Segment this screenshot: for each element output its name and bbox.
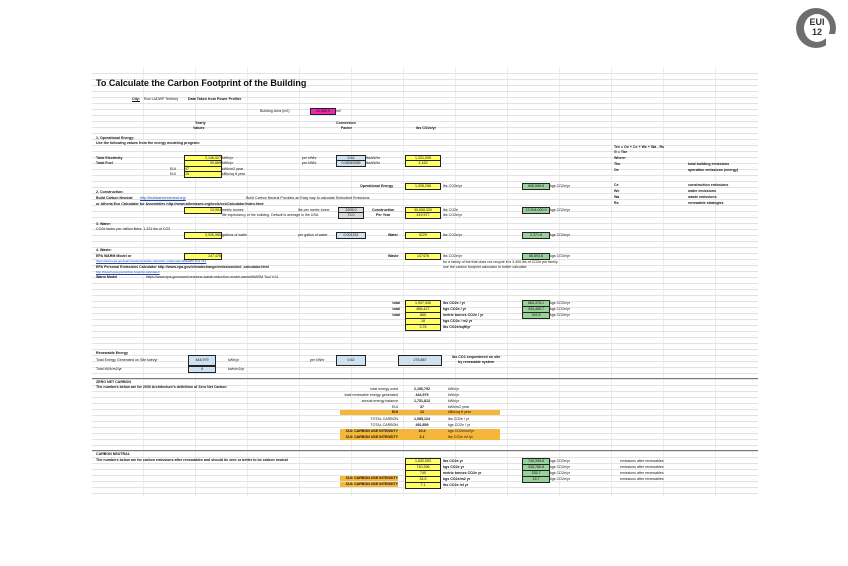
water-kgs-unit: kgs CO2e/yr (550, 233, 570, 237)
header-yearly: Yearly (195, 121, 206, 125)
elec-co2: 1,331,095 (405, 155, 441, 162)
elec-factor[interactable]: 0.62 (336, 155, 366, 162)
waste-calc-url[interactable]: http://www3.epa.gov/carbon-footprint-calculator/ (96, 270, 160, 274)
life-note: life expectancy of the building. Default is average in the USA (222, 213, 319, 217)
op-note: Use the following values from the energy modeling program: (96, 141, 200, 145)
neutral-kgs-unit-4: kgs CO2e/yr (550, 477, 570, 481)
total-kgs-unit-2: kgs CO2e/yr (550, 307, 570, 311)
warm-link[interactable]: https://www.epa.gov/warm/versions-waste-reduction-model-warm#WARM Tool V14 (146, 275, 279, 279)
neutral-value-5: 7.1 (405, 482, 441, 489)
zero-label-4: EUI (392, 405, 398, 409)
neutral-kgs-1: 740,395.5 (522, 458, 550, 465)
ren-unit-1: kWh/yr (228, 358, 240, 362)
fuel-label: Total Fuel (96, 161, 113, 165)
divider (92, 450, 758, 451)
neutral-heading: CARBON NEUTRAL (96, 452, 130, 456)
eq-abbr-oe: Oe (614, 168, 619, 172)
city-note: Data Taken from Power Profiler (188, 97, 242, 101)
ren-co2: 275,887 (398, 355, 442, 366)
eq-desc-ce: construction emissions (688, 183, 729, 187)
con-heading: 2. Construction: (96, 190, 124, 194)
eui2-label: EUI (170, 172, 176, 176)
water-w-value: 5229 (405, 232, 441, 239)
waste-heading: 4. Waste: (96, 248, 112, 252)
area-value[interactable]: 41,983.9 (310, 108, 336, 115)
zero-label-2: total renewable energy generated (344, 393, 398, 397)
total-unit-3: metric tonnes CO2e / yr (443, 313, 484, 317)
neutral-kgs-unit-2: kgs CO2e/yr (550, 465, 570, 469)
waste-kgs-unit: kgs CO2e/yr (550, 254, 570, 258)
area-unit: m2 (336, 109, 341, 113)
ren-co2-note2: by renewable system (458, 360, 495, 364)
header-values: Values (193, 126, 205, 130)
zero-value-4: 37 (420, 405, 424, 409)
neutral-note-1: emissions after renewables (620, 459, 664, 463)
neutral-note: The numbers below are for carbon emissions after renewables and should be zero or better to be carbon neutral (96, 458, 288, 462)
zero-value-6: 1,085,124 (414, 417, 430, 421)
warm-label: Warm Model (96, 275, 118, 279)
waste-link[interactable]: https://www.epa.gov/warm/versions-waste-reduction-model-warm#WARM Tool V14 (96, 259, 207, 263)
fuel-co2: 4,163 (405, 160, 441, 167)
eq-abbr-wa: Wa (614, 195, 620, 199)
city-value: Run LADWP Territory (144, 97, 179, 101)
waste-w-unit: lbs CO2e/yr (443, 254, 462, 258)
ren-factor[interactable]: 0.62 (336, 355, 366, 366)
total-kgs-unit-1: kgs CO2e/yr (550, 301, 570, 305)
waste-kgs: 66,893.6 (522, 253, 550, 260)
zero-label-7: TOTAL CARBON (370, 423, 398, 427)
zero-unit-3: kWh/yr (448, 399, 460, 403)
life-value[interactable]: 73.0 (338, 212, 364, 219)
zero-value-1: 2,196,792 (414, 387, 430, 391)
neutral-unit-1: lbs CO2e yr (443, 459, 463, 463)
total-unit-4: kgs CO2e / m2 yr (443, 319, 473, 323)
elec-value[interactable]: 2,146,927 (184, 155, 222, 162)
athena-link[interactable]: or Athena Eco Calculator for Assemblies http://www.athenasmi.org/tools/ecoCalculator/index.html (96, 202, 264, 206)
zero-unit-5: kBtu/sq ft year (448, 410, 471, 414)
waste-w-label: Waste (388, 254, 399, 258)
eq-abbr-rs: Rs (614, 201, 619, 205)
zero-value-9: 2.1 (419, 435, 425, 439)
badge-value: 12 (811, 27, 822, 37)
op-total-kgs-unit: kgs CO2e/yr (550, 184, 570, 188)
water-unit: gallons of water (222, 233, 248, 237)
con-factor[interactable]: 2205.0 (338, 207, 364, 214)
fuel-value[interactable]: 49,869 (184, 160, 222, 167)
bcn-note: Build Carbon Neutral Provides an Easy way to calculate Embodied Emissions (246, 196, 370, 200)
total-unit-2: kgs CO2e / yr (443, 307, 466, 311)
water-heading: 3. Water: (96, 222, 112, 226)
eui-value: 47 (184, 166, 222, 173)
zero-label-8: CUI: CARBON USE INTENSITY (345, 429, 398, 433)
zero-unit-1: kWh/yr (448, 387, 460, 391)
elec-factor-unit: lbs/kWhr (366, 156, 380, 160)
sheet-title: To Calculate the Carbon Footprint of the Building (96, 78, 307, 88)
zero-value-2: 444,979 (415, 393, 429, 397)
zero-unit-7: kgs CO2e / yr (448, 423, 470, 427)
con-c-value: 30,658,320 (405, 207, 441, 214)
total-value-3: 865 (405, 312, 441, 319)
neutral-value-3: 740 (405, 470, 441, 477)
zero-label-1: total energy used (370, 387, 398, 391)
con-unit: metric tonnes (222, 208, 244, 212)
neutral-value-2: 740,396 (405, 464, 441, 471)
bcn-link[interactable]: http://buildcarbonneutral.org/ (140, 196, 186, 200)
ren-co2-note: lbs CO2 sequestered on site (452, 355, 501, 359)
zero-unit-6: lbs CO2e / yr (448, 417, 469, 421)
water-note: CO2e factor per million liters: 1,331 lbs of CO2 (96, 227, 171, 231)
total-value-5: 3.76 (405, 324, 441, 331)
eui2-unit: kBtu/sq ft year (222, 172, 245, 176)
zero-unit-4: kWh/m2 year (448, 405, 470, 409)
zero-unit-8: kgs CO2e/m2/yr (448, 429, 474, 433)
ren-heading: Renewable Energy (96, 351, 128, 355)
water-per: per gallon of water (298, 233, 328, 237)
total-kgs-2: 393,465.7 (522, 306, 550, 313)
con-kgs-unit: kgs CO2e/yr (550, 208, 570, 212)
elec-per: per kWhr (302, 156, 317, 160)
zero-label-9: CUI: CARBON USE INTENSITY (345, 435, 398, 439)
neutral-note-3: emissions after renewables (620, 471, 664, 475)
waste-family-note2: use the carbon footprint calculator to better calculate (443, 265, 527, 269)
neutral-kgs-unit-1: kgs CO2e/yr (550, 459, 570, 463)
con-py-unit: lbs CO2e/yr (443, 213, 462, 217)
op-total-unit: lbs CO2e/yr (443, 184, 462, 188)
ren-value-2[interactable]: 9 (188, 366, 216, 373)
zero-value-8: 10.4 (418, 429, 426, 433)
neutral-value-4: 34.6 (405, 476, 441, 483)
op-total-value: 1,335,258 (405, 183, 441, 190)
divider (92, 378, 758, 379)
neutral-unit-5: lbs CO2e /sf yr (443, 483, 469, 487)
zero-unit-2: kWh/yr (448, 393, 460, 397)
total-label-3: total (392, 313, 400, 317)
waste-value[interactable]: 147,476 (184, 253, 222, 260)
total-label-2: total (392, 307, 400, 311)
zero-heading: ZERO NET CARBON (96, 380, 131, 384)
waste-epa: EPA WARM Model or (96, 254, 132, 258)
neutral-kgs-3: 335.7 (522, 470, 550, 477)
eq-desc-wa: waste emissions (688, 195, 717, 199)
eui-unit: kWh/m2 year (222, 167, 244, 171)
eq-abbr-we: We (614, 189, 620, 193)
total-value-2: 865,427 (405, 306, 441, 313)
eq-line3: Where: (614, 156, 627, 160)
total-unit-5: lbs CO2e/sqft/yr (443, 325, 471, 329)
con-py-value: 419,977 (405, 212, 441, 219)
city-label: City: (132, 97, 140, 101)
water-w-label: Water (388, 233, 398, 237)
ren-unit-2: kwh/m2/yr (228, 367, 245, 371)
ren-label-1: Total Energy Generated on Site kwh/yr (96, 358, 158, 362)
fuel-factor[interactable]: 0.08349285 (336, 160, 366, 167)
neutral-label-5: CUI: CARBON USE INTENSITY (340, 482, 398, 487)
zero-value-7: 492,859 (415, 423, 429, 427)
neutral-label-4: CUI: CARBON USE INTENSITY (340, 476, 398, 481)
eui-label: EUI (170, 167, 176, 171)
badge-label: EUI (809, 17, 825, 27)
con-per: lbs per metric tonne (298, 208, 330, 212)
op-total-label: Operational Energy (360, 184, 394, 188)
ren-value-1[interactable]: 444,979 (188, 355, 216, 366)
total-kgs-3: 393.5 (522, 312, 550, 319)
con-c-unit: lbs CO2e (443, 208, 458, 212)
eq-line1: Tex = Oe + Ce + We + Wa - Rs (614, 145, 665, 149)
header-conversion: Conversion (336, 121, 356, 125)
neutral-unit-2: kgs CO2e yr (443, 465, 464, 469)
neutral-kgs-4: 15.7 (522, 476, 550, 483)
waste-w-value: 147476 (405, 253, 441, 260)
con-py-label: Per Year (376, 213, 391, 217)
op-total-kgs: 606,598.5 (522, 183, 550, 190)
zero-note: The numbers below are for 2030 Architecture's definition of Zero Net Carbon (96, 385, 227, 389)
eui2-value: 15 (184, 171, 222, 178)
eq-desc-we: water emissions (688, 189, 716, 193)
elec-label: Total Electricity (96, 156, 123, 160)
eq-desc-rs: renewable strategies (688, 201, 724, 205)
neutral-value-1: 1,632,053 (405, 458, 441, 465)
spreadsheet (92, 68, 758, 496)
total-value-4: 18 (405, 318, 441, 325)
waste-calc-link[interactable]: EPA Personal Emissions Calculator http://www.epa.gov/climatechange/emissions/ind_calculator.html (96, 265, 269, 269)
neutral-unit-4: kgs CO2e/m2 yr (443, 477, 471, 481)
zero-value-3: 1,751,813 (414, 399, 430, 403)
op-heading: 1. Operational Energy: (96, 136, 135, 140)
total-kgs-1: 865,378.1 (522, 300, 550, 307)
neutral-note-4: emissions after renewables (620, 477, 664, 481)
neutral-note-2: emissions after renewables (620, 465, 664, 469)
ren-label-2: Total kWh/m2/yr (96, 367, 122, 371)
total-label-1: total (392, 301, 400, 305)
fuel-per: per kWhr (302, 161, 317, 165)
water-kgs: 2,371.8 (522, 232, 550, 239)
neutral-kgs-2: 335,786.8 (522, 464, 550, 471)
zero-label-5: EUI (392, 410, 398, 414)
eq-desc-tbe: total building emissions (688, 162, 730, 166)
eq-abbr-ce: Ce (614, 183, 619, 187)
zero-label-3: annual energy balance (361, 399, 398, 403)
bcn-label: Build Carbon Neutral: (96, 196, 134, 200)
header-factor: Factor (341, 126, 352, 130)
neutral-kgs-unit-3: kgs CO2e/yr (550, 471, 570, 475)
zero-unit-9: lbs CO2e /sf /yr (448, 435, 473, 439)
con-kgs: 13,904,000.0 (522, 207, 550, 214)
neutral-unit-3: metric tonnes CO2e yr (443, 471, 482, 475)
zero-label-6: TOTAL CARBON (370, 417, 398, 421)
elec-unit: kWh/yr (222, 156, 234, 160)
eq-desc-oe: operation emissions (energy) (688, 168, 739, 172)
area-label: Building Area (m2) (260, 109, 290, 113)
header-co2: lbs CO2e/yr (416, 126, 436, 130)
con-value[interactable]: 13,904 (184, 207, 222, 214)
water-w-unit: lbs CO2e/yr (443, 233, 462, 237)
con-c-label: Construction (372, 208, 395, 212)
eui-badge (796, 8, 836, 48)
total-kgs-unit-3: kgs CO2e/yr (550, 313, 570, 317)
zero-value-5: 12 (420, 410, 424, 414)
fuel-factor-unit: lbs/kWhr (366, 161, 380, 165)
waste-family-note: for a family of the that does not recycle it is 3,400 lbs of CO2e per family (443, 260, 558, 264)
water-value[interactable]: 3,926,960 (184, 232, 222, 239)
fuel-unit: kWh/yr (222, 161, 234, 165)
eq-abbr-tbe: Tbe (614, 162, 621, 166)
total-unit-1: lbs CO2e / yr (443, 301, 465, 305)
eq-line2: G = Tbe (614, 150, 628, 154)
ren-per: per kWhr (310, 358, 325, 362)
total-value-1: 1,907,940 (405, 300, 441, 307)
water-factor[interactable]: 0.001331 (336, 232, 366, 239)
